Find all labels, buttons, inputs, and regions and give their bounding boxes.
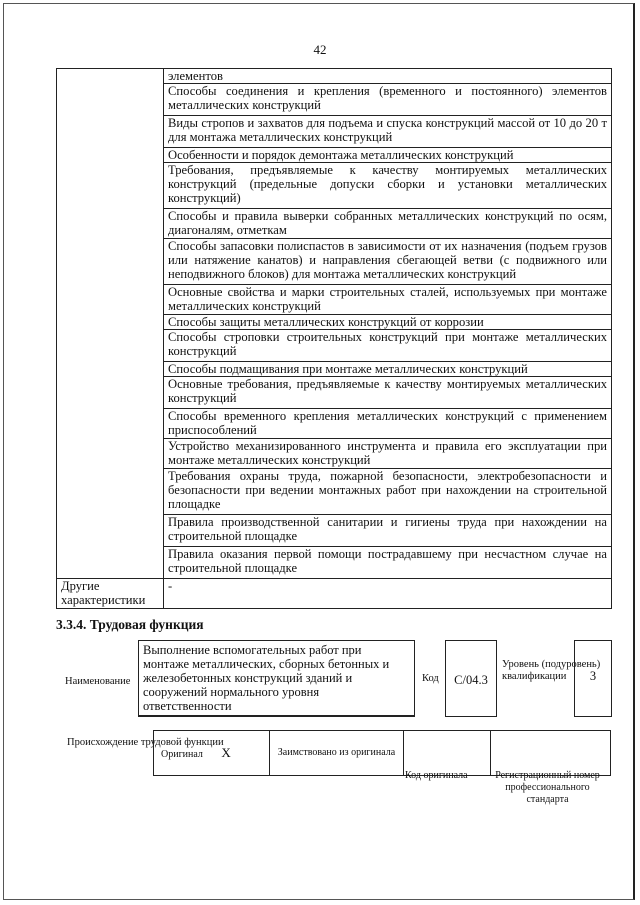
name-label: Наименование xyxy=(65,676,131,687)
original-code-cell xyxy=(404,731,491,776)
table-row: Правила производственной санитарии и гигиены труда при нахождении на строительной площадке xyxy=(164,515,612,547)
table-row: Виды стропов и захватов для подъема и спуска конструкций массой от 10 до 20 т для монтажа металлических конструкций xyxy=(164,116,612,148)
table-row: Требования, предъявляемые к качеству монтируемых металлических конструкций (предельные допуски сборки и установки металлических конструкций) xyxy=(164,163,612,209)
section-title: 3.3.4. Трудовая функция xyxy=(56,617,204,632)
table-row: Особенности и порядок демонтажа металлических конструкций xyxy=(164,148,612,163)
code-value: С/04.3 xyxy=(445,640,497,717)
registration-number-cell xyxy=(491,731,611,776)
other-characteristics-value: - xyxy=(164,579,612,609)
level-value: 3 xyxy=(574,640,612,717)
level-label: Уровень (подуровень) квалификации xyxy=(502,659,601,682)
other-characteristics-label: Другие характеристики xyxy=(57,579,164,609)
table-row: Устройство механизированного инструмента и правила его эксплуатации при монтаже металлических конструкций xyxy=(164,439,612,469)
page-number: 42 xyxy=(313,42,327,57)
table-row: Способы запасовки полиспастов в зависимости от их назначения (подъем грузов или натяжение канатов) и направления сбегающей ветви (с подвижного или неподвижного блоков) для монтажа металлических конструкций xyxy=(164,239,612,285)
borrowed-label: Заимствовано из оригинала xyxy=(270,731,404,776)
table-row: Требования охраны труда, пожарной безопасности, электробезопасности и безопасности при ведении монтажных работ при нахождении на строительной площадке xyxy=(164,469,612,515)
original-label: Оригинал xyxy=(161,749,203,760)
code-label: Код xyxy=(422,673,439,684)
table-row: элементов xyxy=(164,69,612,84)
table-row: Основные свойства и марки строительных сталей, используемых при монтаже металлических конструкций xyxy=(164,285,612,315)
registration-number-caption: Регистрационный номер профессионального стандарта xyxy=(495,770,600,805)
table-row: Способы строповки строительных конструкций при монтаже металлических конструкций xyxy=(164,330,612,362)
original-cell xyxy=(154,731,270,776)
original-code-caption: Код оригинала xyxy=(405,770,468,781)
function-name-value: Выполнение вспомогательных работ при монтаже металлических, сборных бетонных и железобетонных конструкций зданий и сооружений нормального уровня ответственности xyxy=(138,640,415,717)
table-row: Способы и правила выверки собранных металлических конструкций по осям, диагоналям, отметкам xyxy=(164,209,612,239)
table-row: Способы временного крепления металлических конструкций с применением приспособлений xyxy=(164,409,612,439)
table-row: Основные требования, предъявляемые к качеству монтируемых металлических конструкций xyxy=(164,377,612,409)
table-row: Способы защиты металлических конструкций от коррозии xyxy=(164,315,612,330)
table-row: Правила оказания первой помощи пострадавшему при несчастном случае на строительной площадке xyxy=(164,547,612,579)
table-row: Способы подмащивания при монтаже металлических конструкций xyxy=(164,362,612,377)
original-mark: X xyxy=(221,745,231,760)
table-left-cell xyxy=(57,69,164,579)
table-row: Способы соединения и крепления (временного и постоянного) элементов металлических конструкций xyxy=(164,84,612,116)
requirements-table xyxy=(56,68,612,609)
origin-label: Происхождение трудовой функции xyxy=(67,737,224,748)
